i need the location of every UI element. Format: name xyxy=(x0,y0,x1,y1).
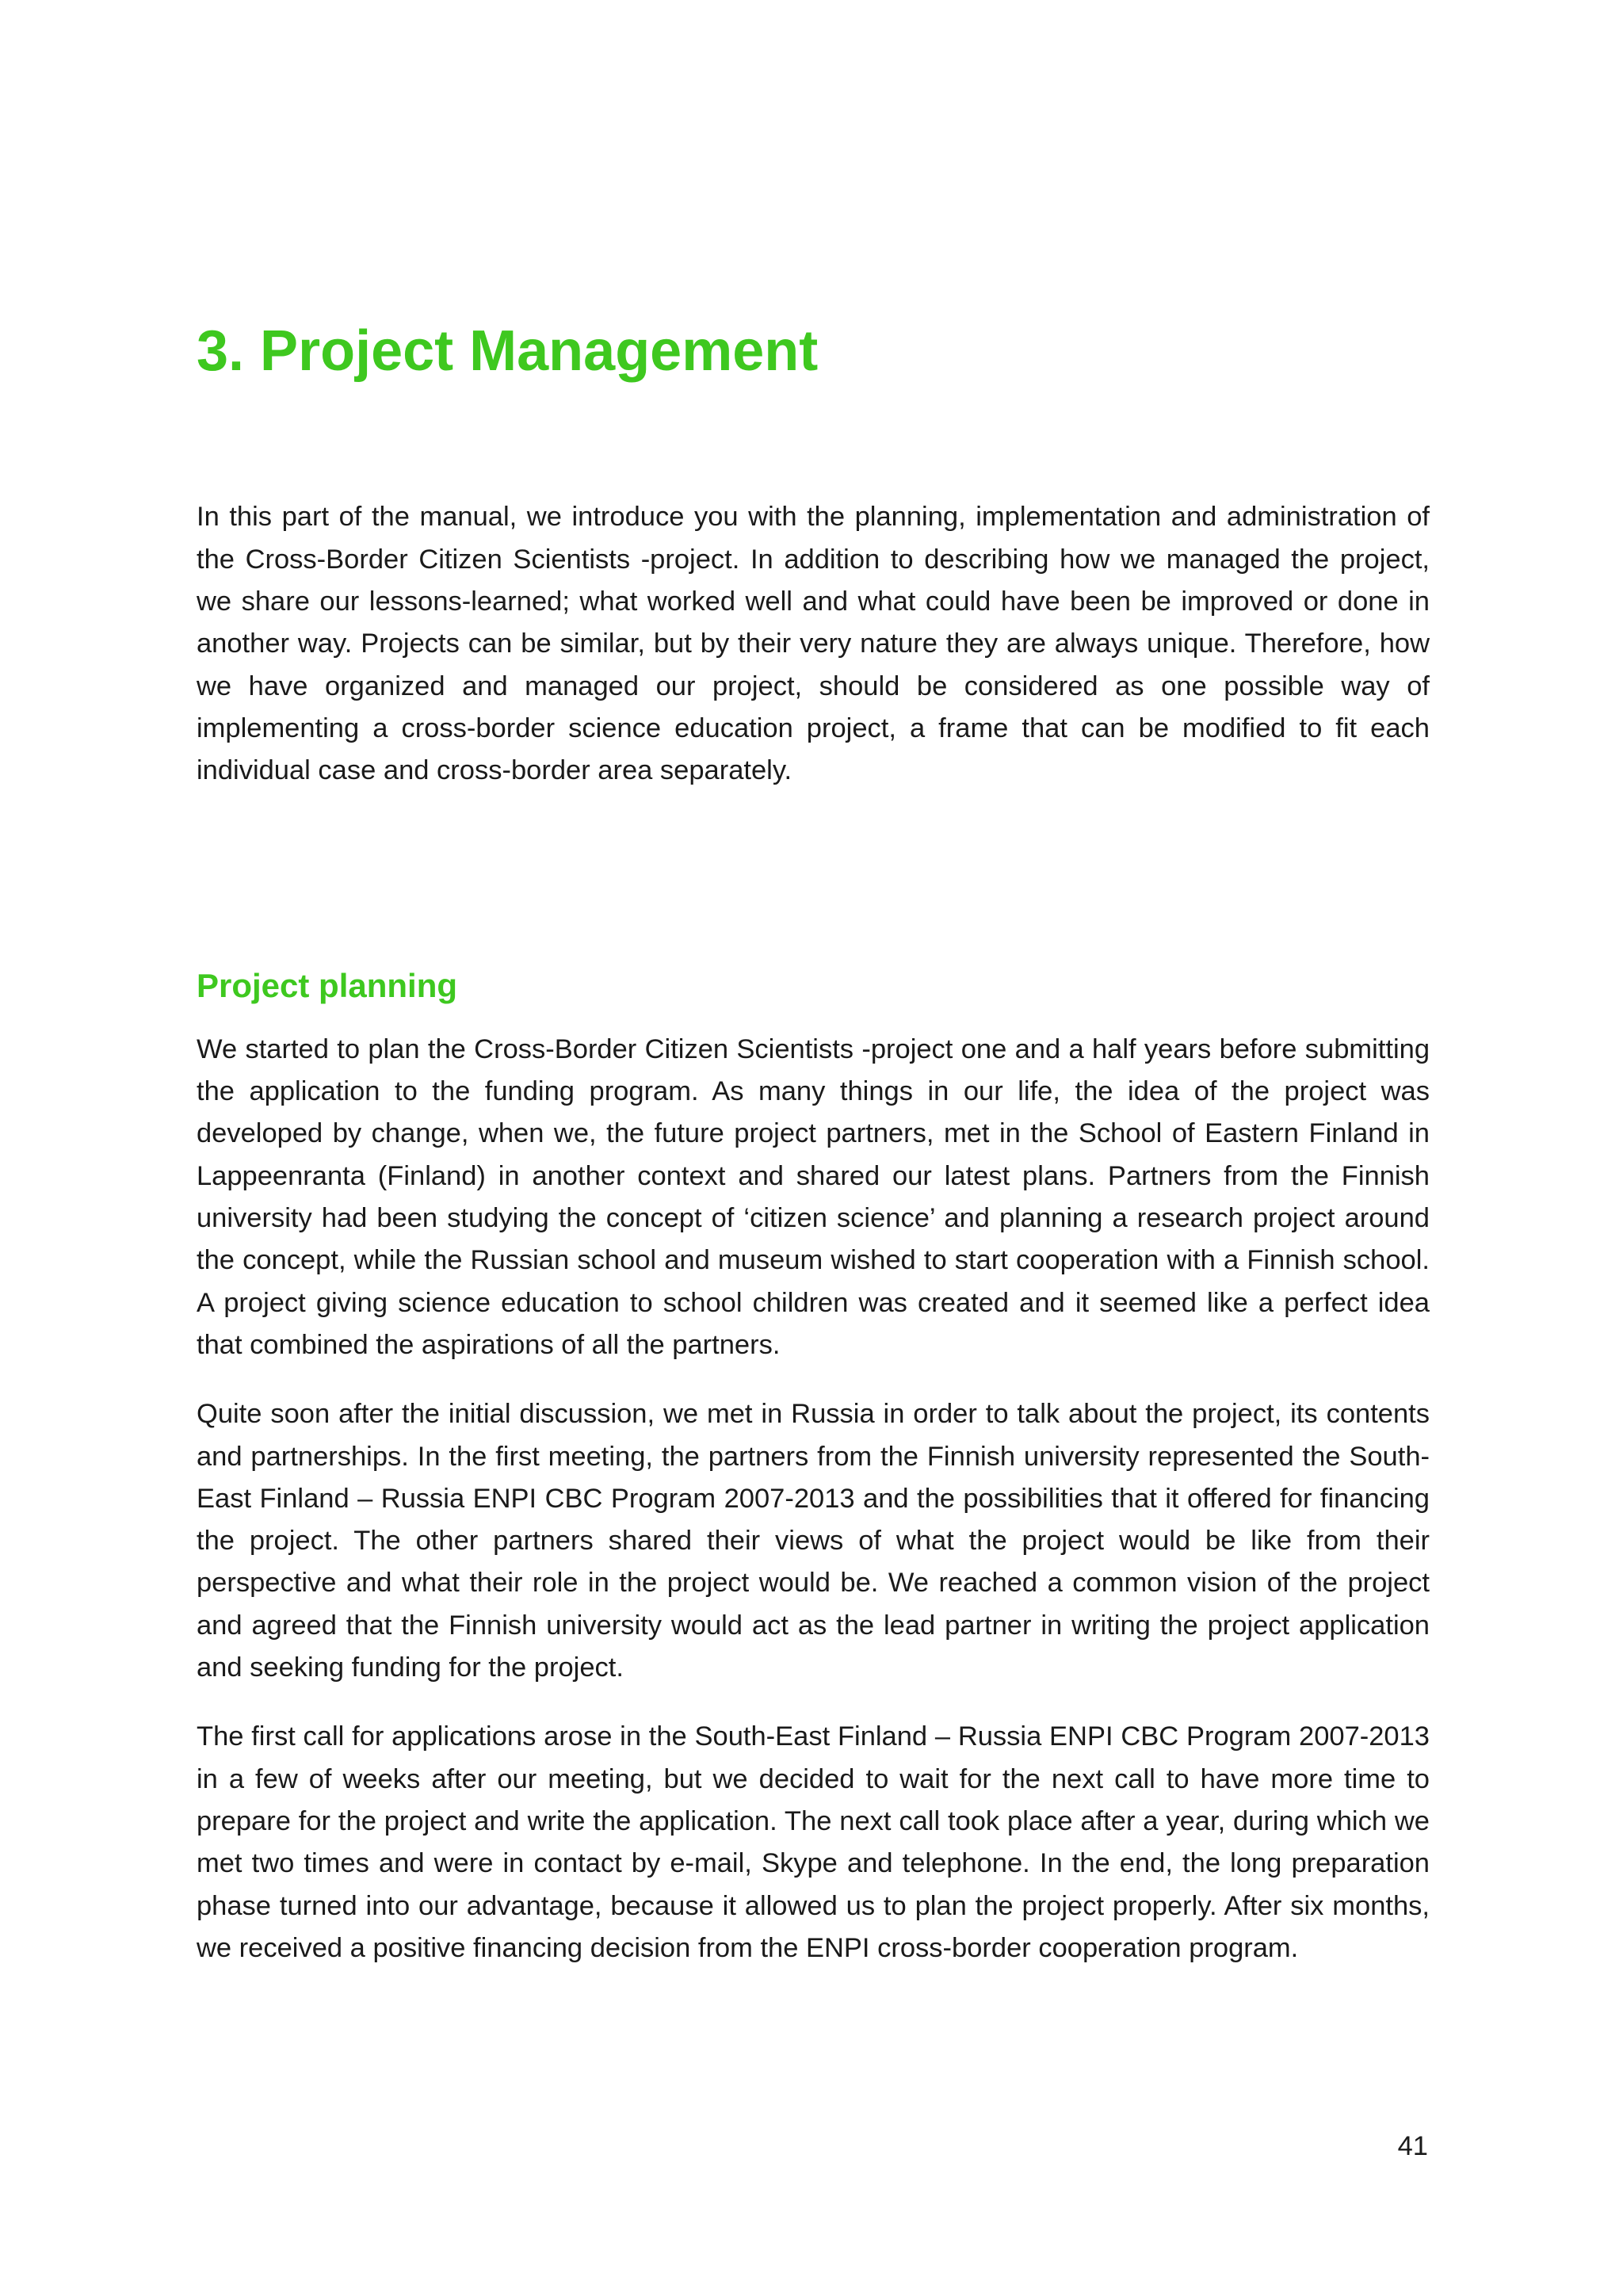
section-body xyxy=(197,1029,1430,1969)
section-title-project-planning: Project planning xyxy=(197,967,458,1005)
intro-paragraph: In this part of the manual, we introduce you with the planning, implementation and administration of the Cross-Border Citizen Scientists -project. In addition to describing how we managed the project, we share our lessons-learned; what worked well and what could have been be improved or done in another way. Projects can be similar, but by their very nature they are always unique. Therefore, how we have organized and managed our project, should be considered as one possible way of implementing a cross-border science education project, a frame that can be modified to fit each individual case and cross-border area separately. xyxy=(197,502,1430,786)
page-number: 41 xyxy=(1397,2131,1428,2161)
intro-section xyxy=(197,496,1430,792)
body-paragraph-2: Quite soon after the initial discussion, we met in Russia in order to talk about the project, its contents and partnerships. In the first meeting, the partners from the Finnish university represented the South-East Finland – Russia ENPI CBC Program 2007-2013 and the possibilities that it offered for financing the project. The other partners shared their views of what the project would be like from their perspective and what their role in the project would be. We reached a common vision of the project and agreed that the Finnish university would act as the lead partner in writing the project application and seeking funding for the project. xyxy=(197,1399,1430,1683)
chapter-title: 3. Project Management xyxy=(197,319,819,383)
page-content xyxy=(197,317,1430,1996)
body-paragraph-1: We started to plan the Cross-Border Citizen Scientists -project one and a half years before submitting the application to the funding program. As many things in our life, the idea of the project was developed by change, when we, the future project partners, met in the School of Eastern Finland in Lappeenranta (Finland) in another context and shared our latest plans. Partners from the Finnish university had been studying the concept of ‘citizen science’ and planning a research project around the concept, while the Russian school and museum wished to start cooperation with a Finnish school. A project giving science education to school children was created and it seemed like a perfect idea that combined the aspirations of all the partners. xyxy=(197,1033,1430,1360)
body-paragraph-3: The first call for applications arose in the South-East Finland – Russia ENPI CBC Program 2007-2013 in a few of weeks after our meeting, but we decided to wait for the next call to have more time to prepare for the project and write the application. The next call took place after a year, during which we met two times and were in contact by e-mail, Skype and telephone. In the end, the long preparation phase turned into our advantage, because it allowed us to plan the project properly. After six months, we received a positive financing decision from the ENPI cross-border cooperation program. xyxy=(197,1721,1430,1963)
